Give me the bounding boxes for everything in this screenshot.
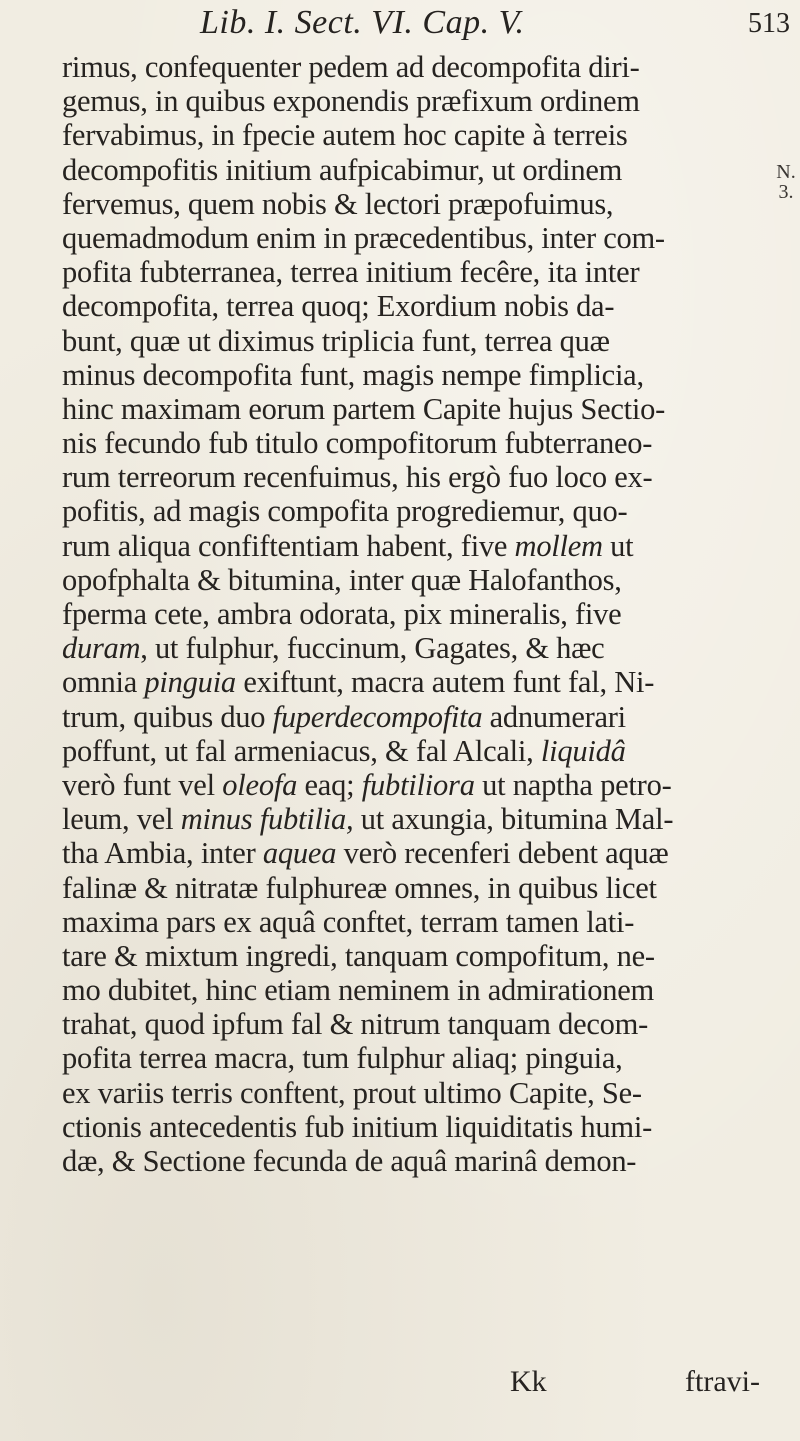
text-line [62,187,782,221]
margin-note-line: N. [776,161,796,183]
text-segment: leum, vel [62,802,181,837]
text-line [62,255,782,289]
text-line [62,118,782,152]
text-segment: fervemus, quem nobis & lectori præpofuimus, [62,186,614,221]
text-line [62,1076,782,1110]
text-segment: tare & mixtum ingredi, tanquam compofitum, ne- [62,938,655,973]
text-segment: poffunt, ut fal armeniacus, & fal Alcali, [62,733,541,768]
text-segment: minus decompofita funt, magis nempe fimplicia, [62,357,644,392]
text-line [62,1110,782,1144]
text-segment: ut axungia, bitumina Mal- [353,802,674,837]
text-line [62,494,782,528]
text-segment: omnia [62,665,145,700]
margin-note-line: 3. [778,181,794,203]
text-line [62,905,782,939]
text-segment: bunt, quæ ut diximus triplicia funt, terrea quæ [62,323,610,358]
text-line [62,358,782,392]
text-segment: , ut fulphur, fuccinum, Gagates, & hæc [140,631,605,666]
text-segment: ut [602,528,634,563]
running-head: Lib. I. Sect. VI. Cap. V. [200,4,525,41]
text-line [62,1041,782,1075]
text-segment: pofitis, ad magis compofita progrediemur, quo- [62,494,628,529]
body-text [62,50,782,1178]
italic-segment: minus fubtilia, [180,802,354,837]
text-segment: exiftunt, macra autem funt fal, Ni- [235,665,655,700]
text-line [62,973,782,1007]
text-segment: verò funt vel [62,767,223,802]
text-line [62,700,782,734]
page-header [200,4,790,50]
text-line [62,289,782,323]
text-line [62,836,782,870]
italic-segment: duram [62,631,141,666]
text-segment: maxima pars ex aquâ conftet, terram tamen lati- [62,904,635,939]
text-segment: dæ, & Sectione fecunda de aquâ marinâ demon- [62,1144,637,1178]
italic-segment: liquidâ [540,733,626,768]
text-line [62,84,782,118]
text-segment: nis fecundo fub titulo compofitorum fubterraneo- [62,426,653,461]
text-line [62,529,782,563]
text-segment: hinc maximam eorum partem Capite hujus Sectio- [62,391,665,426]
text-segment: rum aliqua confiftentiam habent, five [62,528,515,563]
text-segment: tha Ambia, inter [62,836,263,871]
italic-segment: pinguia [144,665,236,700]
text-line [62,426,782,460]
text-line [62,460,782,494]
text-segment: rum terreorum recenfuimus, his ergò fuo loco ex- [62,460,653,495]
text-segment: adnumerari [482,699,626,734]
text-line [62,392,782,426]
text-segment: trum, quibus duo [62,699,273,734]
text-line [62,768,782,802]
italic-segment: fubtiliora [361,767,475,802]
text-segment: rimus, confequenter pedem ad decompofita diri- [62,50,640,84]
text-segment: falinæ & nitratæ fulphureæ omnes, in quibus licet [62,870,657,905]
text-segment: ctionis antecedentis fub initium liquiditatis humi- [62,1109,653,1144]
italic-segment: fuperdecompofita [272,699,483,734]
text-segment: quemadmodum enim in præcedentibus, inter com- [62,220,665,255]
text-segment: trahat, quod ipfum fal & nitrum tanquam decom- [62,1007,649,1042]
text-line [62,324,782,358]
signature-mark: Kk [510,1365,547,1398]
text-line [62,939,782,973]
text-segment: pofita terrea macra, tum fulphur aliaq; pinguia, [62,1041,623,1076]
text-segment: pofita fubterranea, terrea initium fecêre, ita inter [62,255,640,290]
italic-segment: aquea [262,836,337,871]
text-segment: ut naptha petro- [474,767,672,802]
text-segment: decompofita, terrea quoq; Exordium nobis da- [62,289,615,324]
text-line [62,597,782,631]
text-line [62,50,782,84]
text-line [62,1007,782,1041]
text-segment: opofphalta & bitumina, inter quæ Halofanthos, [62,562,622,597]
page-number: 513 [748,8,790,39]
text-segment: verò recenferi debent aquæ [336,836,669,871]
italic-segment: oleofa [222,767,298,802]
catchword: ftravi- [685,1365,760,1398]
text-segment: gemus, in quibus exponendis præfixum ordinem [62,84,640,119]
text-segment: mo dubitet, hinc etiam neminem in admirationem [62,973,654,1008]
text-line [62,802,782,836]
text-line [62,153,782,187]
text-line [62,871,782,905]
text-segment: fperma cete, ambra odorata, pix mineralis, five [62,597,622,631]
text-segment: decompofitis initium aufpicabimur, ut ordinem [62,152,623,187]
text-segment: eaq; [297,767,362,802]
text-line [62,631,782,665]
text-line [62,734,782,768]
text-line [62,221,782,255]
text-line [62,563,782,597]
text-segment: fervabimus, in fpecie autem hoc capite à terreis [62,118,628,153]
text-line [62,1144,782,1178]
text-line [62,665,782,699]
italic-segment: mollem [514,528,603,563]
text-segment: ex variis terris conftent, prout ultimo Capite, Se- [62,1075,642,1110]
